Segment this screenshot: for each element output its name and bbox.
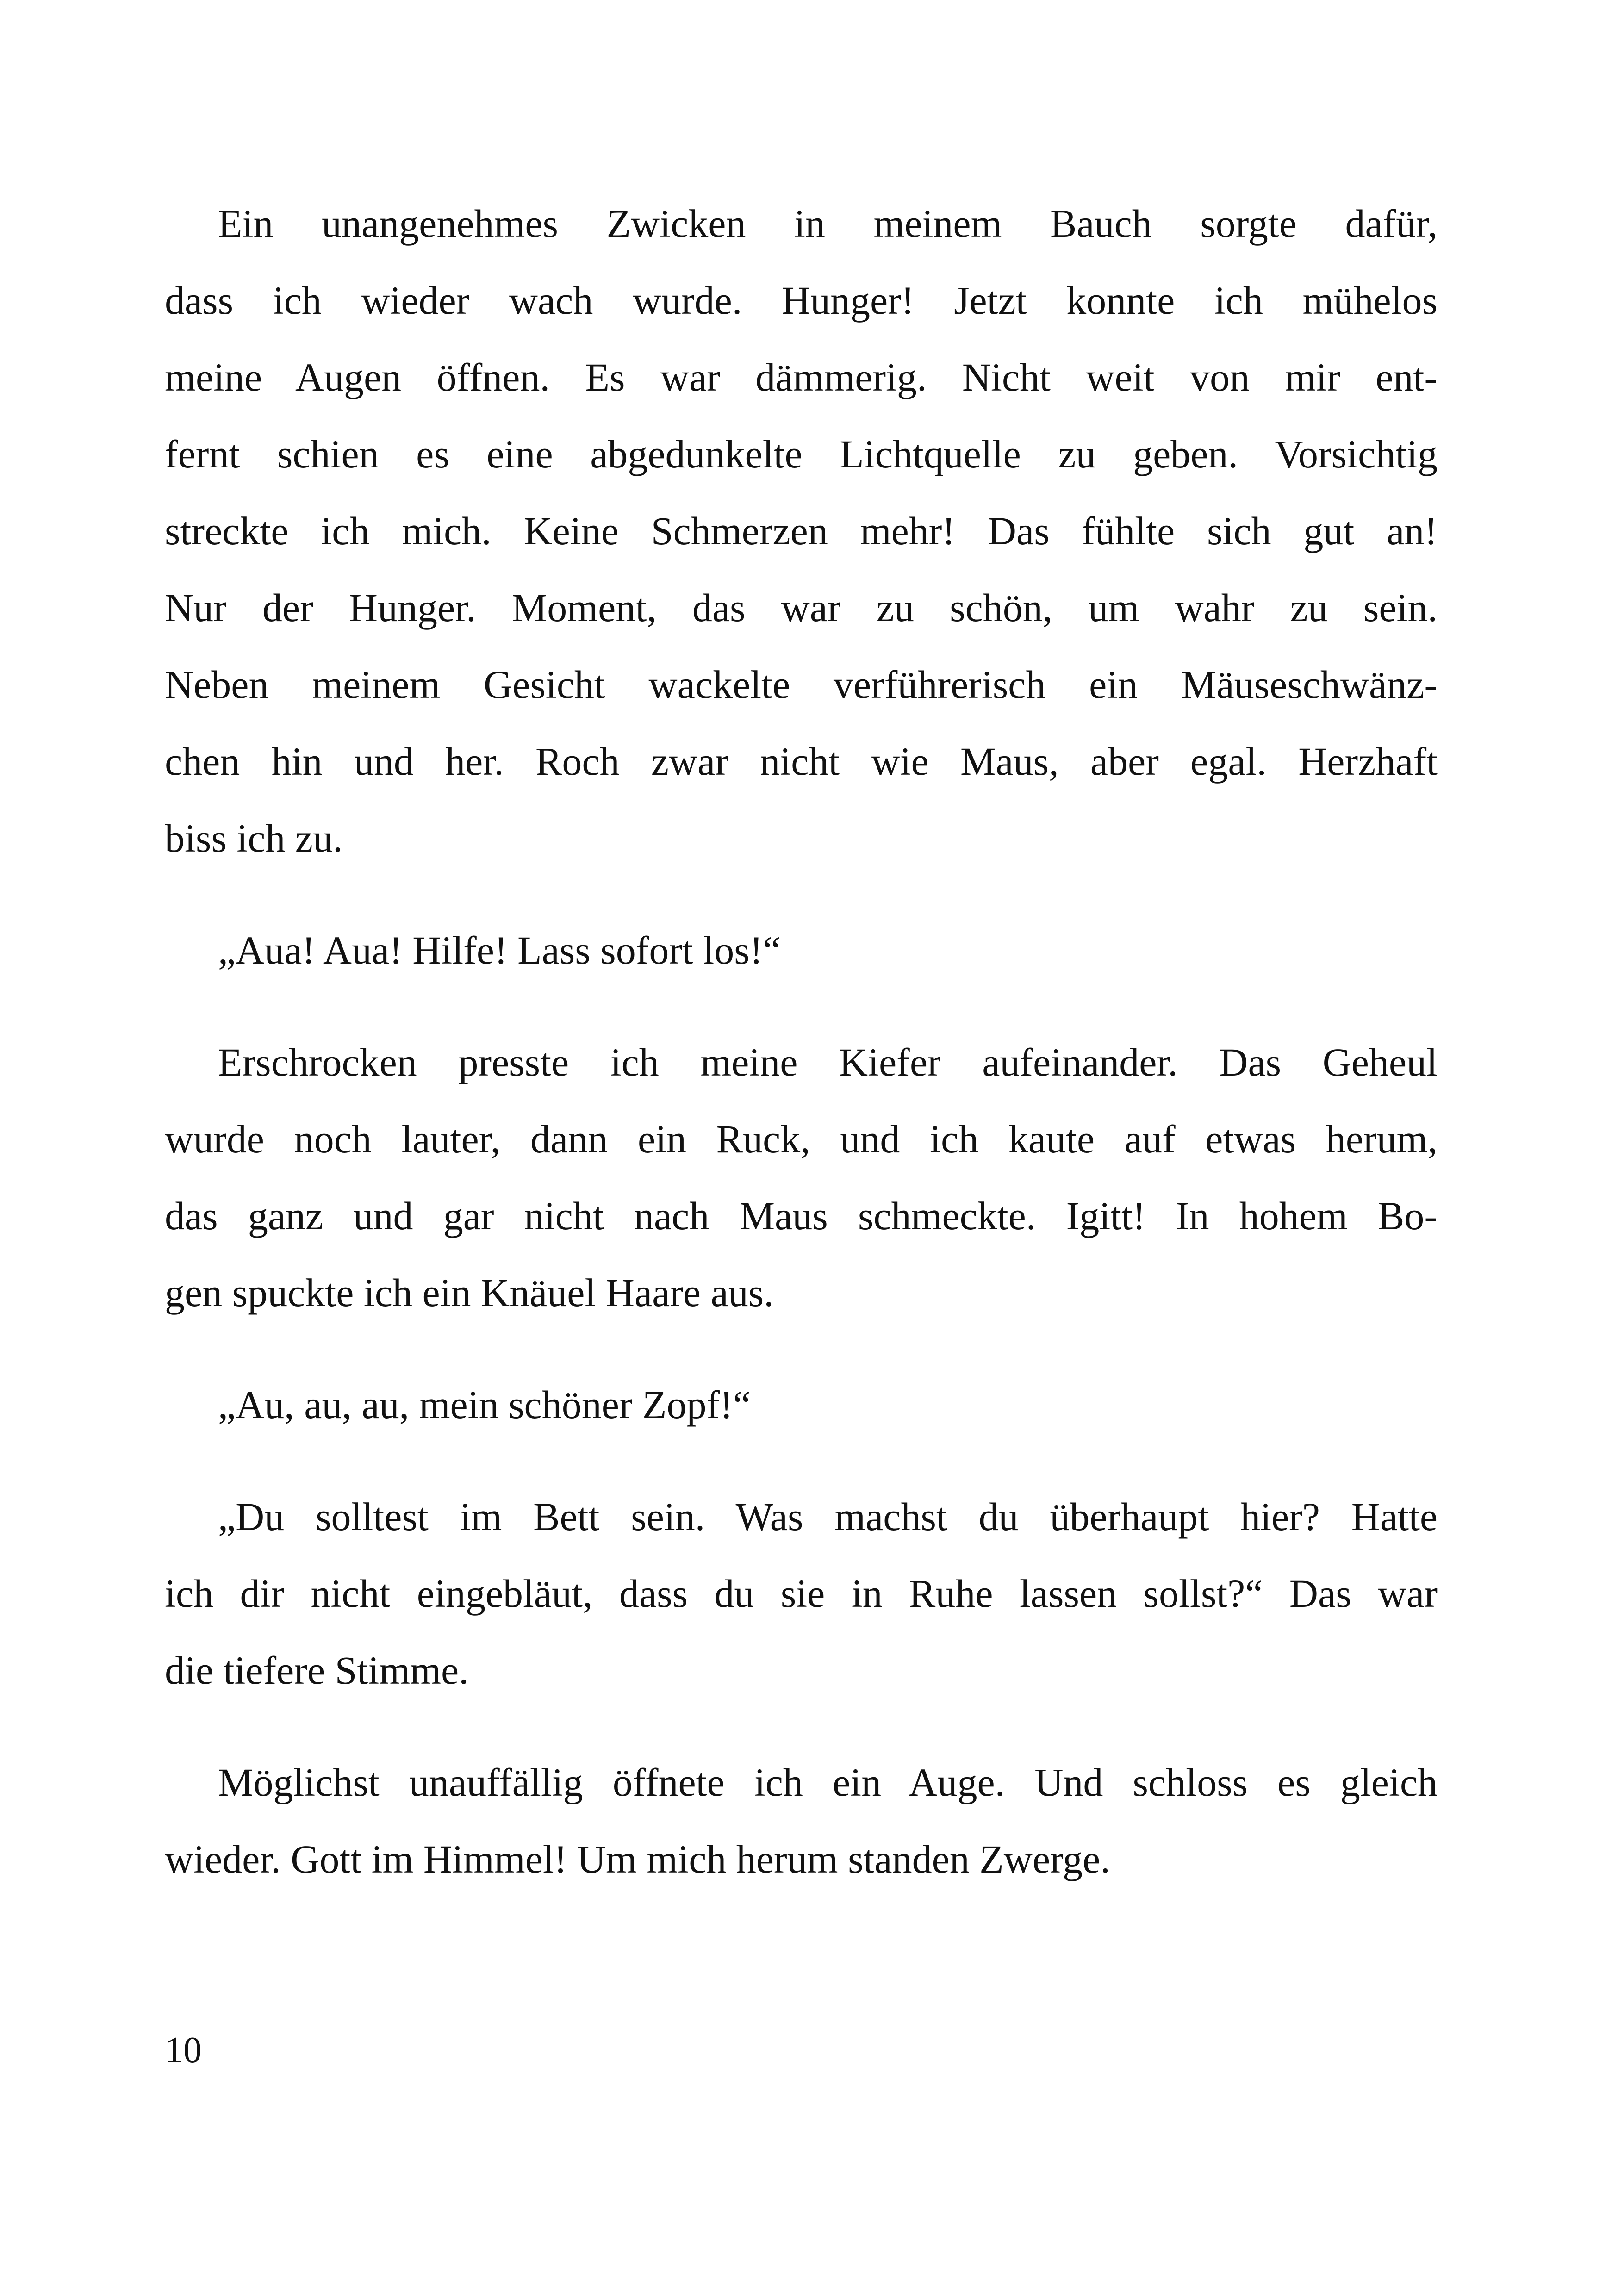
text-line: wurde noch lauter, dann ein Ruck, und ich kaute auf etwas herum, xyxy=(165,1117,1438,1161)
text-line: „Au, au, au, mein schöner Zopf!“ xyxy=(218,1382,751,1427)
page-number: 10 xyxy=(165,2030,202,2071)
paragraph xyxy=(165,1366,1438,1443)
text-line: die tiefere Stimme. xyxy=(165,1648,469,1692)
text-line: Ein unangenehmes Zwicken in meinem Bauch sorgte dafür, xyxy=(218,201,1438,246)
paragraph xyxy=(165,1744,1438,1898)
paragraph xyxy=(165,185,1438,877)
text-line: dass ich wieder wach wurde. Hunger! Jetzt konnte ich mühelos xyxy=(165,278,1438,323)
text-line: Möglichst unauffällig öffnete ich ein Auge. Und schloss es gleich xyxy=(218,1760,1438,1804)
text-line: biss ich zu. xyxy=(165,816,343,860)
text-line: gen spuckte ich ein Knäuel Haare aus. xyxy=(165,1270,774,1315)
paragraph xyxy=(165,912,1438,989)
text-line: fernt schien es eine abgedunkelte Lichtquelle zu geben. Vorsichtig xyxy=(165,432,1438,476)
body-text xyxy=(165,185,1438,1898)
text-line: meine Augen öffnen. Es war dämmerig. Nicht weit von mir ent- xyxy=(165,355,1438,399)
text-line: Nur der Hunger. Moment, das war zu schön, um wahr zu sein. xyxy=(165,585,1438,630)
text-line: chen hin und her. Roch zwar nicht wie Maus, aber egal. Herzhaft xyxy=(165,739,1438,784)
text-line: streckte ich mich. Keine Schmerzen mehr! Das fühlte sich gut an! xyxy=(165,509,1438,553)
text-line: Neben meinem Gesicht wackelte verführerisch ein Mäuseschwänz- xyxy=(165,662,1438,707)
text-line: das ganz und gar nicht nach Maus schmeckte. Igitt! In hohem Bo- xyxy=(165,1194,1438,1238)
paragraph xyxy=(165,1024,1438,1331)
text-line: „Aua! Aua! Hilfe! Lass sofort los!“ xyxy=(218,928,781,972)
paragraph xyxy=(165,1478,1438,1709)
text-line: ich dir nicht eingebläut, dass du sie in Ruhe lassen sollst?“ Das war xyxy=(165,1571,1438,1616)
text-line: wieder. Gott im Himmel! Um mich herum standen Zwerge. xyxy=(165,1837,1110,1881)
text-line: Erschrocken presste ich meine Kiefer aufeinander. Das Geheul xyxy=(218,1040,1438,1084)
text-line: „Du solltest im Bett sein. Was machst du überhaupt hier? Hatte xyxy=(218,1494,1438,1539)
